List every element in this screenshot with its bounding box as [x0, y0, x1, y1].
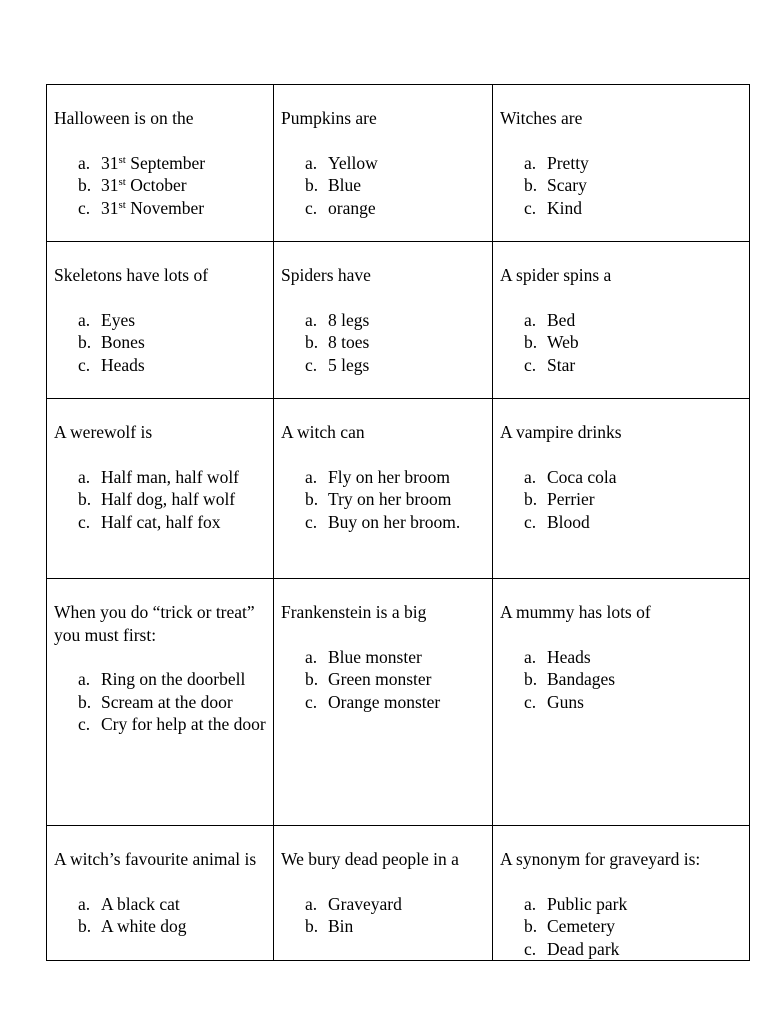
option-letter: b.	[524, 332, 538, 352]
option-letter: c.	[524, 691, 537, 712]
option-text: Half cat, half fox	[101, 511, 221, 532]
option-text: A black cat	[101, 893, 180, 914]
question-card	[493, 399, 750, 579]
option-text: Buy on her broom.	[328, 511, 461, 532]
option-letter: c.	[524, 511, 537, 532]
option-text: Eyes	[101, 309, 136, 330]
answer-option	[78, 354, 267, 377]
answer-option	[305, 646, 486, 669]
option-letter: c.	[78, 354, 91, 375]
option-letter: b.	[305, 916, 319, 936]
answer-option	[78, 915, 267, 938]
option-letter: c.	[524, 938, 537, 959]
answer-options	[54, 152, 267, 220]
question-text: A spider spins a	[500, 265, 612, 285]
answer-options	[500, 893, 743, 961]
option-text: Public park	[547, 893, 628, 914]
option-text: Green monster	[328, 669, 432, 689]
option-letter: b.	[524, 489, 538, 509]
option-text: Orange monster	[328, 691, 441, 712]
answer-options	[281, 309, 486, 377]
option-letter: b.	[78, 489, 92, 509]
option-letter: a.	[524, 152, 537, 173]
answer-option	[524, 309, 743, 332]
answer-options	[54, 893, 267, 938]
option-letter: c.	[305, 691, 318, 712]
option-text: Heads	[101, 354, 145, 375]
answer-options	[54, 668, 267, 736]
answer-options	[500, 152, 743, 220]
answer-options	[281, 466, 486, 534]
option-text: Web	[547, 332, 579, 352]
answer-option	[305, 893, 486, 916]
answer-option	[78, 197, 267, 220]
answer-option	[305, 668, 486, 691]
quiz-row	[47, 399, 750, 579]
question-card	[47, 579, 274, 826]
option-text: Bed	[547, 309, 576, 330]
question-text: A witch can	[281, 422, 365, 442]
option-letter: a.	[305, 893, 318, 914]
option-text: Ring on the doorbell	[101, 669, 246, 689]
option-letter: b.	[305, 332, 319, 352]
option-text: orange	[328, 197, 376, 218]
option-text: Dead park	[547, 938, 620, 959]
option-letter: a.	[305, 646, 318, 667]
option-text: Coca cola	[547, 466, 617, 487]
option-text: Try on her broom	[328, 489, 452, 509]
option-letter: b.	[305, 175, 319, 195]
answer-option	[78, 713, 267, 736]
answer-option	[305, 488, 486, 511]
option-letter: a.	[524, 466, 537, 487]
option-day: 31	[101, 152, 119, 173]
question-card	[274, 399, 493, 579]
option-letter: b.	[78, 175, 92, 195]
question-card	[47, 242, 274, 399]
answer-option	[524, 511, 743, 534]
answer-option	[524, 668, 743, 691]
option-text: Cry for help at the door	[101, 714, 266, 734]
question-card	[493, 85, 750, 242]
option-letter: b.	[524, 175, 538, 195]
answer-option	[78, 511, 267, 534]
option-text: Cemetery	[547, 916, 616, 936]
question-text: We bury dead people in a	[281, 849, 459, 869]
question-text: When you do “trick or treat” you must first:	[54, 602, 255, 645]
answer-option	[524, 354, 743, 377]
answer-options	[281, 646, 486, 714]
quiz-table	[46, 84, 750, 961]
option-letter: a.	[305, 466, 318, 487]
option-text: Blue	[328, 175, 362, 195]
answer-option	[78, 691, 267, 714]
question-text: Pumpkins are	[281, 108, 377, 128]
answer-option	[524, 646, 743, 669]
option-letter: a.	[305, 309, 318, 330]
option-letter: a.	[78, 669, 91, 689]
answer-option	[78, 668, 267, 691]
option-letter: b.	[78, 916, 92, 936]
option-letter: b.	[524, 669, 538, 689]
option-text: September	[125, 152, 206, 173]
option-text: Bones	[101, 332, 145, 352]
answer-option	[305, 152, 486, 175]
option-text: Scream at the door	[101, 691, 233, 712]
option-text: Graveyard	[328, 893, 402, 914]
question-text: Witches are	[500, 108, 583, 128]
option-letter: c.	[305, 511, 318, 532]
option-letter: b.	[305, 669, 319, 689]
answer-option	[78, 152, 267, 175]
option-text: October	[125, 175, 187, 195]
option-text: Perrier	[547, 489, 595, 509]
question-card	[274, 579, 493, 826]
option-text: Bin	[328, 916, 354, 936]
answer-options	[281, 893, 486, 938]
answer-option	[524, 152, 743, 175]
question-text: A synonym for graveyard is:	[500, 849, 701, 869]
option-text: Bandages	[547, 669, 616, 689]
option-text: Guns	[547, 691, 584, 712]
question-card	[493, 826, 750, 961]
question-card	[493, 242, 750, 399]
answer-option	[524, 174, 743, 197]
question-text: A mummy has lots of	[500, 602, 651, 622]
question-card	[493, 579, 750, 826]
answer-option	[524, 488, 743, 511]
option-text: Yellow	[328, 152, 378, 173]
answer-option	[305, 691, 486, 714]
question-text: A werewolf is	[54, 422, 153, 442]
option-letter: c.	[305, 354, 318, 375]
answer-option	[305, 309, 486, 332]
option-letter: a.	[305, 152, 318, 173]
answer-option	[524, 893, 743, 916]
option-text: Scary	[547, 175, 587, 195]
answer-option	[78, 174, 267, 197]
option-letter: c.	[524, 354, 537, 375]
option-text: Star	[547, 354, 576, 375]
option-letter: b.	[305, 489, 319, 509]
answer-option	[524, 197, 743, 220]
option-ordinal: st	[118, 176, 126, 188]
quiz-row	[47, 826, 750, 961]
answer-option	[78, 488, 267, 511]
option-text: Half dog, half wolf	[101, 489, 236, 509]
answer-options	[500, 646, 743, 714]
quiz-row	[47, 579, 750, 826]
option-letter: a.	[524, 893, 537, 914]
answer-option	[305, 174, 486, 197]
option-letter: a.	[78, 152, 91, 173]
question-text: Frankenstein is a big	[281, 602, 427, 622]
option-text: Half man, half wolf	[101, 466, 240, 487]
answer-option	[524, 915, 743, 938]
option-text: 5 legs	[328, 354, 370, 375]
question-text: A witch’s favourite animal is	[54, 849, 257, 869]
question-text: Spiders have	[281, 265, 371, 285]
question-card	[47, 826, 274, 961]
option-text: Heads	[547, 646, 591, 667]
option-letter: c.	[78, 197, 91, 218]
answer-option	[305, 915, 486, 938]
option-ordinal: st	[118, 153, 126, 166]
answer-option	[305, 331, 486, 354]
option-day: 31	[101, 175, 119, 195]
option-letter: b.	[78, 691, 92, 712]
option-letter: a.	[524, 646, 537, 667]
option-text: Pretty	[547, 152, 589, 173]
answer-option	[305, 197, 486, 220]
option-letter: c.	[78, 511, 91, 532]
answer-option	[305, 511, 486, 534]
question-card	[274, 85, 493, 242]
question-card	[47, 85, 274, 242]
option-letter: a.	[78, 466, 91, 487]
option-letter: c.	[78, 714, 91, 734]
question-text: A vampire drinks	[500, 422, 622, 442]
option-text: Kind	[547, 197, 582, 218]
option-text: A white dog	[101, 916, 187, 936]
answer-options	[281, 152, 486, 220]
option-ordinal: st	[118, 198, 126, 211]
quiz-row	[47, 85, 750, 242]
option-text: November	[125, 197, 205, 218]
question-text: Skeletons have lots of	[54, 265, 209, 285]
option-text: Blood	[547, 511, 590, 532]
option-letter: a.	[78, 893, 91, 914]
question-card	[274, 826, 493, 961]
option-text: Fly on her broom	[328, 466, 451, 487]
option-day: 31	[101, 197, 119, 218]
answer-option	[78, 893, 267, 916]
answer-option	[78, 331, 267, 354]
answer-option	[78, 309, 267, 332]
option-letter: b.	[524, 916, 538, 936]
answer-options	[500, 466, 743, 534]
quiz-table-body	[47, 85, 750, 961]
option-letter: c.	[524, 197, 537, 218]
option-text: Blue monster	[328, 646, 422, 667]
answer-option	[524, 466, 743, 489]
option-letter: a.	[78, 309, 91, 330]
answer-option	[305, 354, 486, 377]
answer-option	[305, 466, 486, 489]
answer-option	[524, 938, 743, 961]
option-letter: a.	[524, 309, 537, 330]
answer-options	[54, 466, 267, 534]
answer-option	[78, 466, 267, 489]
quiz-row	[47, 242, 750, 399]
answer-options	[500, 309, 743, 377]
option-letter: b.	[78, 332, 92, 352]
answer-options	[54, 309, 267, 377]
option-text: 8 toes	[328, 332, 370, 352]
answer-option	[524, 691, 743, 714]
question-text: Halloween is on the	[54, 108, 194, 128]
option-text: 8 legs	[328, 309, 370, 330]
question-card	[47, 399, 274, 579]
answer-option	[524, 331, 743, 354]
option-letter: c.	[305, 197, 318, 218]
question-card	[274, 242, 493, 399]
